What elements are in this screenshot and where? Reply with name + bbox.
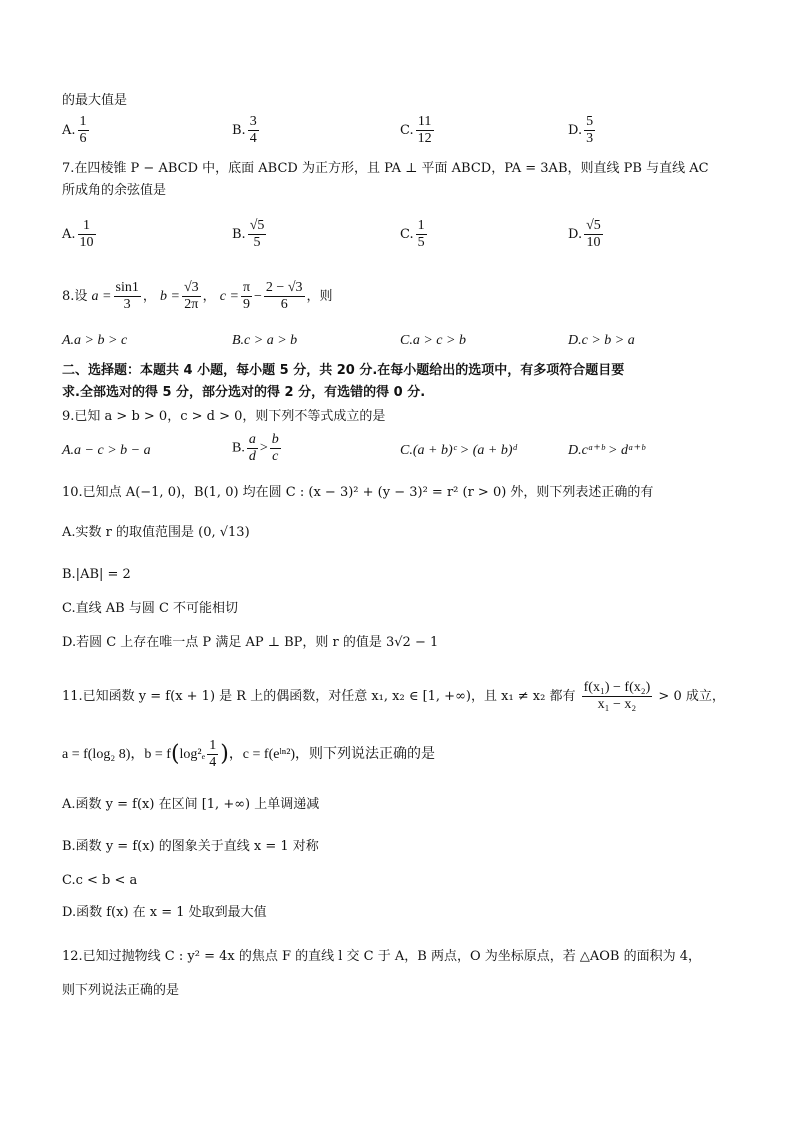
- q6-option-a: A. $\frac{1}{6}$: [62, 114, 87, 146]
- q9-option-a: A.a − c > b − a: [62, 443, 151, 458]
- q6-stem-tail: 的最大值是: [62, 93, 128, 108]
- section2-heading-line1: 二、选择题：本题共 4 小题，每小题 5 分，共 20 分.在每小题给出的选项中，有多项符合题目要: [62, 363, 625, 378]
- q7-option-a: A. $\frac{1}{10}$: [62, 218, 94, 250]
- q7-stem-line2: 所成角的余弦值是: [62, 183, 167, 198]
- q11-option-b: B.函数 y = f(x) 的图象关于直线 x = 1 对称: [62, 839, 319, 854]
- q12-stem-line1: 12.已知过抛物线 C : y² = 4x 的焦点 F 的直线 l 交 C 于 A，B 两点，O 为坐标原点，若 △AOB 的面积为 4，: [62, 949, 702, 964]
- q6-option-c: C. $\frac{11}{12}$: [400, 114, 432, 146]
- q11-stem: 11.已知函数 y = f(x + 1) 是 R 上的偶函数，对任意 x₁, x₂ ∈ [1, +∞)，且 x₁ ≠ x₂ 都有 $\frac{\text{f(x₁) − f(x₂)}}{\text{x₁ − x₂}}$ > 0 成立，: [62, 680, 725, 712]
- q8-option-d: D.c > b > a: [568, 333, 635, 348]
- q11-option-c: C.c < b < a: [62, 873, 138, 888]
- q7-stem-line1: 7.在四棱锥 P − ABCD 中，底面 ABCD 为正方形，且 PA ⊥ 平面 ABCD，PA = 3AB，则直线 PB 与直线 AC: [62, 161, 709, 176]
- q8-option-a: A.a > b > c: [62, 333, 128, 348]
- q7-option-c: C. $\frac{1}{5}$: [400, 218, 425, 250]
- section2-heading-line2: 求.全部选对的得 5 分，部分选对的得 2 分，有选错的得 0 分.: [62, 385, 426, 400]
- q12-stem-line2: 则下列说法正确的是: [62, 983, 180, 998]
- q7-option-d: D. $\frac{√5}{10}$: [568, 218, 601, 250]
- q7-option-b: B. $\frac{√5}{5}$: [232, 218, 265, 250]
- q10-option-c: C.直线 AB 与圆 C 不可能相切: [62, 601, 239, 616]
- q9-stem: 9.已知 a > b > 0，c > d > 0，则下列不等式成立的是: [62, 409, 386, 424]
- q8-option-b: B.c > a > b: [232, 333, 298, 348]
- q8-option-c: C.a > c > b: [400, 333, 466, 348]
- q10-option-a: A.实数 r 的取值范围是 (0, √13): [62, 525, 250, 540]
- q10-stem: 10.已知点 A(−1, 0)，B(1, 0) 均在圆 C : (x − 3)² + (y − 3)² = r² (r > 0) 外，则下列表述正确的有: [62, 485, 654, 500]
- q6-option-d: D. $\frac{5}{3}$: [568, 114, 594, 146]
- q10-option-d: D.若圆 C 上存在唯一点 P 满足 AP ⊥ BP，则 r 的值是 3√2 − 1: [62, 635, 439, 650]
- q9-option-c: C.(a + b)ᶜ > (a + b)ᵈ: [400, 443, 517, 458]
- q11-option-d: D.函数 f(x) 在 x = 1 处取到最大值: [62, 905, 267, 920]
- q11-option-a: A.函数 y = f(x) 在区间 [1, +∞) 上单调递减: [62, 797, 320, 812]
- q10-option-b: B.|AB| = 2: [62, 567, 131, 582]
- q9-option-b: B. $\frac{a}{d}$ > $\frac{b}{c}$: [232, 432, 279, 464]
- q11-abc-definitions: a = f(log₂ 8)，b = f(log²ₑ $\frac{1}{4}$ )，c = f(eˡⁿ²)，则下列说法正确的是: [62, 738, 436, 770]
- q6-option-b: B. $\frac{3}{4}$: [232, 114, 257, 146]
- q9-option-d: D.cᵃ⁺ᵇ > dᵃ⁺ᵇ: [568, 443, 645, 458]
- q8-stem: 8.设 a = $\frac{\sin 1}{3}$ ， b = $\frac{√3}{2\pi}$ ， c = $\frac{\pi}{9}$ − $\frac{2 - √3}{6}$ ，则: [62, 280, 333, 312]
